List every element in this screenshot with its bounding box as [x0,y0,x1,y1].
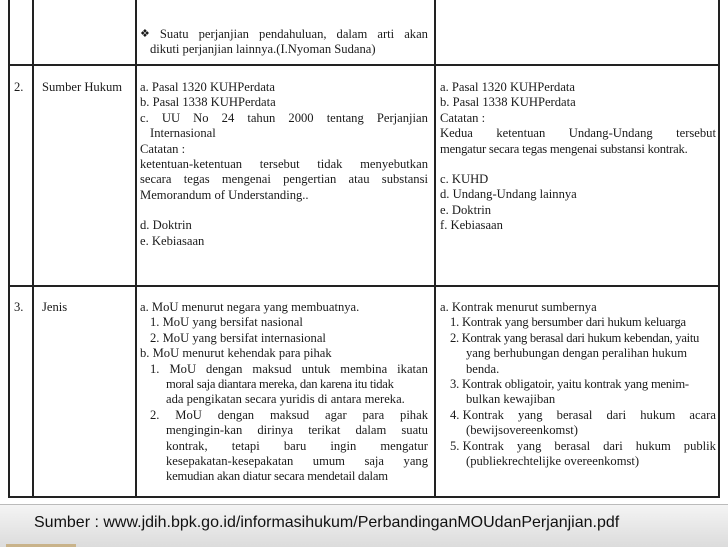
row-divider [10,64,718,66]
mou-catatan-heading: Catatan : [140,141,186,156]
mou-source-a: a. Pasal 1320 KUHPerdata [140,80,276,94]
kontrak-type-a: a. Kontrak menurut sumbernya [440,300,597,314]
row3-mou-cell: a. MoU menurut negara yang membuatnya. 1. MoU yang bersifat nasional 2. MoU yang bersifat internasional b. MoU menurut kehendak para pihak 1. MoU dengan maksud untuk membina ikatan moral saja diantara mereka, dan karena itu tidak ada pengikatan secara yuridis di antara mereka. 2. MoU dengan maksud agar para pihak mengingin-kan dirinya terikat dalam suatu kontrak, tetapi baru ingin mengatur kesepakatan-kesepakatan umum saja yang kemudian akan diatur secara mendetail dalam [140,300,428,484]
row3-number: 3. [14,300,24,314]
kontrak-source-a: a. Pasal 1320 KUHPerdata [440,80,576,94]
mou-source-c: c. UU No 24 tahun 2000 tentang Perjanjian [140,110,428,125]
kontrak-source-b: b. Pasal 1338 KUHPerdata [440,95,576,110]
kontrak-source-f: f. Kebiasaan [440,218,503,233]
kontrak-note-line: Kedua ketentuan Undang-Undang tersebut [440,126,716,141]
column-divider [434,0,436,496]
mou-source-b: b. Pasal 1338 KUHPerdata [140,95,276,110]
row2-number: 2. [14,80,24,94]
mou-type-b2: 2. MoU dengan maksud agar para pihak [150,407,428,422]
kontrak-source-e: e. Doktrin [440,202,492,217]
mou-note-line: secara tegas mengenai pengertian atau substansi [140,172,428,187]
source-citation: Sumber : www.jdih.bpk.go.id/informasihukum/PerbandinganMOUdanPerjanjian.pdf [34,514,620,531]
kontrak-type-3: 3. Kontrak obligatoir, yaitu kontrak yang menim- [450,377,689,392]
row-divider [10,285,718,287]
intro-mou-cell [140,27,428,58]
mou-type-b: b. MoU menurut kehendak para pihak [140,346,332,361]
kontrak-source-c: c. KUHD [440,172,489,187]
mou-type-a1: 1. MoU yang bersifat nasional [150,315,303,330]
comparison-table [8,0,720,498]
mou-note-line: ketentuan-ketentuan tersebut tidak menyebutkan [140,157,428,172]
kontrak-type-2: 2. Kontrak yang berasal dari hukum kebendan, yaitu [450,330,700,345]
kontrak-source-d: d. Undang-Undang lainnya [440,187,577,202]
mou-note-line: Memorandum of Understanding.. [140,187,309,202]
row3-kontrak-cell: a. Kontrak menurut sumbernya 1. Kontrak yang bersumber dari hukum keluarga 2. Kontrak yang berasal dari hukum kebendan, yaitu yang berhubungan dengan peralihan hukum benda. 3. Kontrak obligatoir, yaitu kontrak yang menim- bulkan kewajiban 4. Kontrak yang berasal dari hukum acara (bewijsovereenkomst) 5. Kontrak yang berasal dari hukum publik (publiekrechtelijke overeenkomst) [440,300,716,469]
column-divider [135,0,137,496]
mou-type-b1: 1. MoU dengan maksud untuk membina ikatan [150,361,428,376]
kontrak-note-line: mengatur secara tegas mengenai substansi kontrak. [440,141,688,156]
mou-type-a2: 2. MoU yang bersifat internasional [150,330,326,345]
kontrak-catatan-heading: Catatan : [440,110,486,125]
column-divider [32,0,34,496]
intro-line-1: ❖ Suatu perjanjian pendahuluan, dalam arti akan [140,27,428,41]
row3-label: Jenis [42,300,68,314]
mou-type-a: a. MoU menurut negara yang membuatnya. [140,300,360,314]
kontrak-type-5: 5. Kontrak yang berasal dari hukum publik [450,438,716,453]
intro-line-2: dikuti perjanjian lainnya.(I.Nyoman Sudana) [150,42,376,57]
source-footer [0,504,728,547]
row2-label: Sumber Hukum [42,80,123,94]
kontrak-type-4: 4. Kontrak yang berasal dari hukum acara [450,407,716,422]
mou-source-d: d. Doktrin [140,218,192,233]
row2-kontrak-cell [440,80,716,234]
row2-mou-cell: a. Pasal 1320 KUHPerdata b. Pasal 1338 KUHPerdata c. UU No 24 tahun 2000 tentang Perjanjian Internasional Catatan : ketentuan-ketentuan tersebut tidak menyebutkan secara tegas mengenai pengertian atau substansi Memorandum of Understanding.. d. Doktrin e. Kebiasaan [140,80,428,248]
mou-source-e: e. Kebiasaan [140,233,205,248]
kontrak-type-1: 1. Kontrak yang bersumber dari hukum keluarga [450,315,686,330]
diamond-bullet-icon: ❖ [140,28,150,40]
